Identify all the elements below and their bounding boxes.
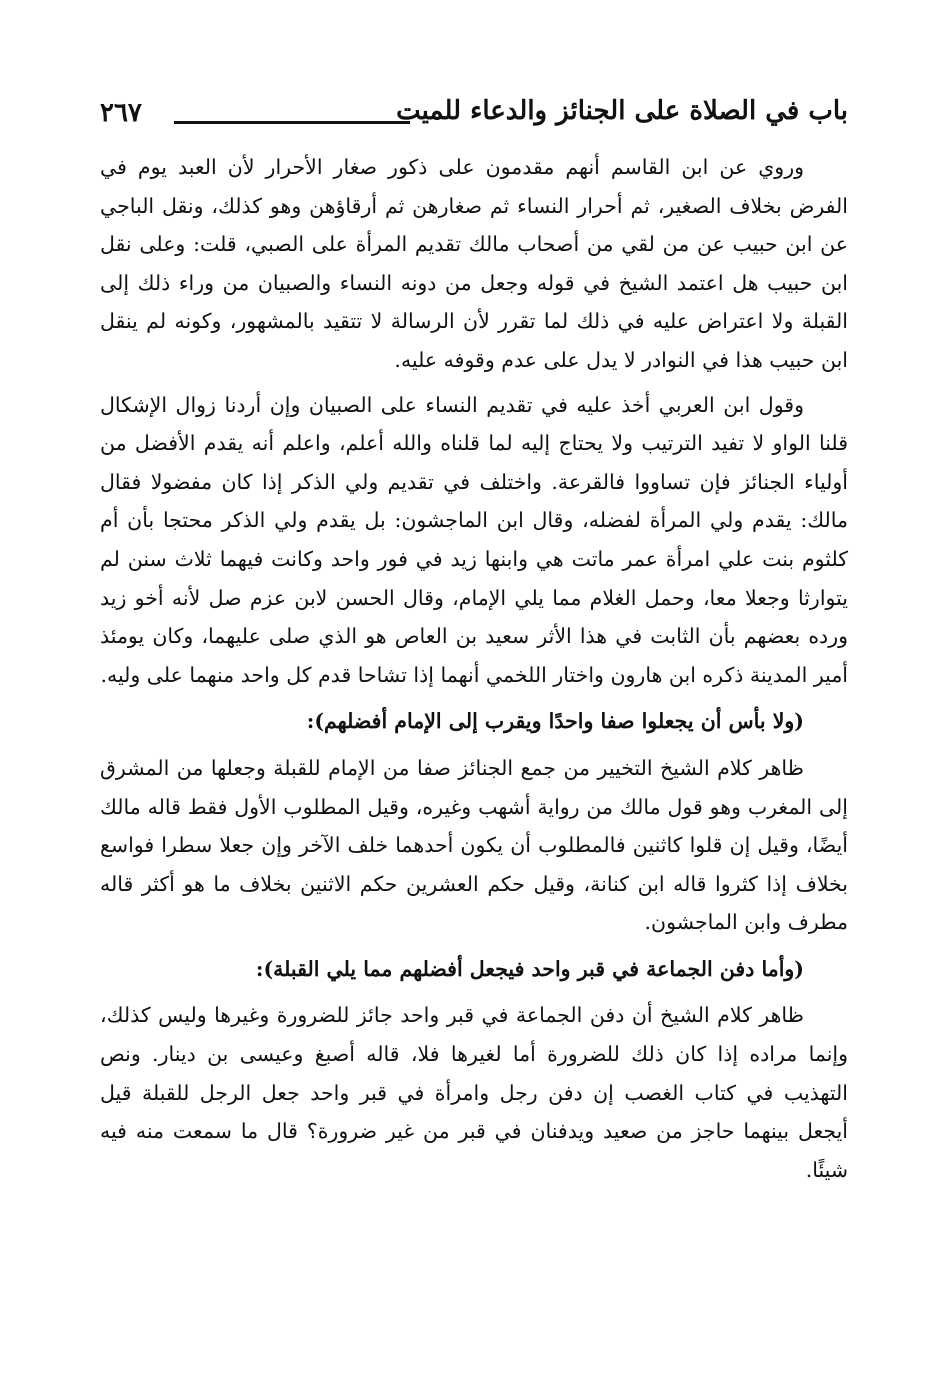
paragraph-1: وروي عن ابن القاسم أنهم مقدمون على ذكور صغار الأحرار لأن العبد يوم في الفرض بخلاف الصغير، ثم أحرار النساء ثم صغارهن ثم أرقاؤهن وهو كذلك، ونقل الباجي عن ابن حبيب عن من لقي من أصحاب مالك تقديم المرأة على الصبي، قلت: وعلى نقل ابن حبيب هل اعتمد الشيخ في قوله وجعل من دونه النساء والصبيان من وراء ذلك إلى القبلة ولا اعتراض عليه في ذلك لما تقرر لأن الرسالة لا تتقيد بالمشهور، وكونه لم ينقل ابن حبيب هذا في النوادر لا يدل على عدم وقوفه عليه. (100, 155, 848, 372)
running-header (100, 88, 848, 148)
chapter-title: باب في الصلاة على الجنائز والدعاء للميت (396, 96, 848, 126)
paragraph-3: ظاهر كلام الشيخ التخيير من جمع الجنائز صفا من الإمام للقبلة وجعلها من المشرق إلى المغرب وهو قول مالك من رواية أشهب وغيره، وقيل المطلوب الأول فقط قاله مالك أيضًا، وقيل إن قلوا كاثنين فالمطلوب أن يكون أحدهما خلف الآخر وإن جعلا سطرا فواسع بخلاف إذا كثروا قاله ابن كنانة، وقيل حكم العشرين حكم الاثنين بخلاف ما هو أكثر قاله مطرف وابن الماجشون. (100, 755, 848, 935)
section-heading-2: (وأما دفن الجماعة في قبر واحد فيجعل أفضلهم مما يلي القبلة): (255, 956, 804, 981)
main-text (100, 148, 848, 1189)
paragraph-4: ظاهر كلام الشيخ أن دفن الجماعة في قبر واحد جائز للضرورة وغيرها وليس كذلك، وإنما مراده إذا كان ذلك للضرورة أما لغيرها فلا، قاله أصبغ وعيسى بن دينار. ونص التهذيب في كتاب الغصب إن دفن رجل وامرأة في قبر واحد جعل الرجل للقبلة قيل أيجعل بينهما حاجز من صعيد ويدفنان في قبر من غير ضرورة؟ قال ما سمعت منه فيه شيئًا. (100, 1003, 848, 1182)
page-number: ٢٦٧ (100, 98, 142, 128)
paragraph-2: وقول ابن العربي أخذ عليه في تقديم النساء على الصبيان وإن أردنا زوال الإشكال قلنا الواو لا تفيد الترتيب ولا يحتاج إليه لما قلناه والله أعلم، واعلم أنه يقدم الأفضل من أولياء الجنائز فإن تساووا فالقرعة. واختلف في تقديم ولي الذكر إذا كان مفضولا فقال مالك: يقدم ولي المرأة لفضله، وقال ابن الماجشون: بل يقدم ولي الذكر محتجا بأن أم كلثوم بنت علي امرأة عمر ماتت هي وابنها زيد في فور واحد وكانت فيهما ثلاث سنن لم يتوارثا وجعلا معا، وحمل الغلام مما يلي الإمام، وقال الحسن لابن عزم صل لأنه أخو زيد ورده بعضهم بأن الثابت في هذا الأثر سعيد بن العاص هو الذي صلى عليهما، وكان يومئذ أمير المدينة ذكره ابن هارون واختار اللخمي أنهما إذا تشاحا قدم كل واحد منهما على وليه. (100, 392, 848, 687)
header-rule (174, 121, 410, 124)
section-heading-1: (ولا بأس أن يجعلوا صفا واحدًا ويقرب إلى الإمام أفضلهم): (306, 709, 804, 734)
